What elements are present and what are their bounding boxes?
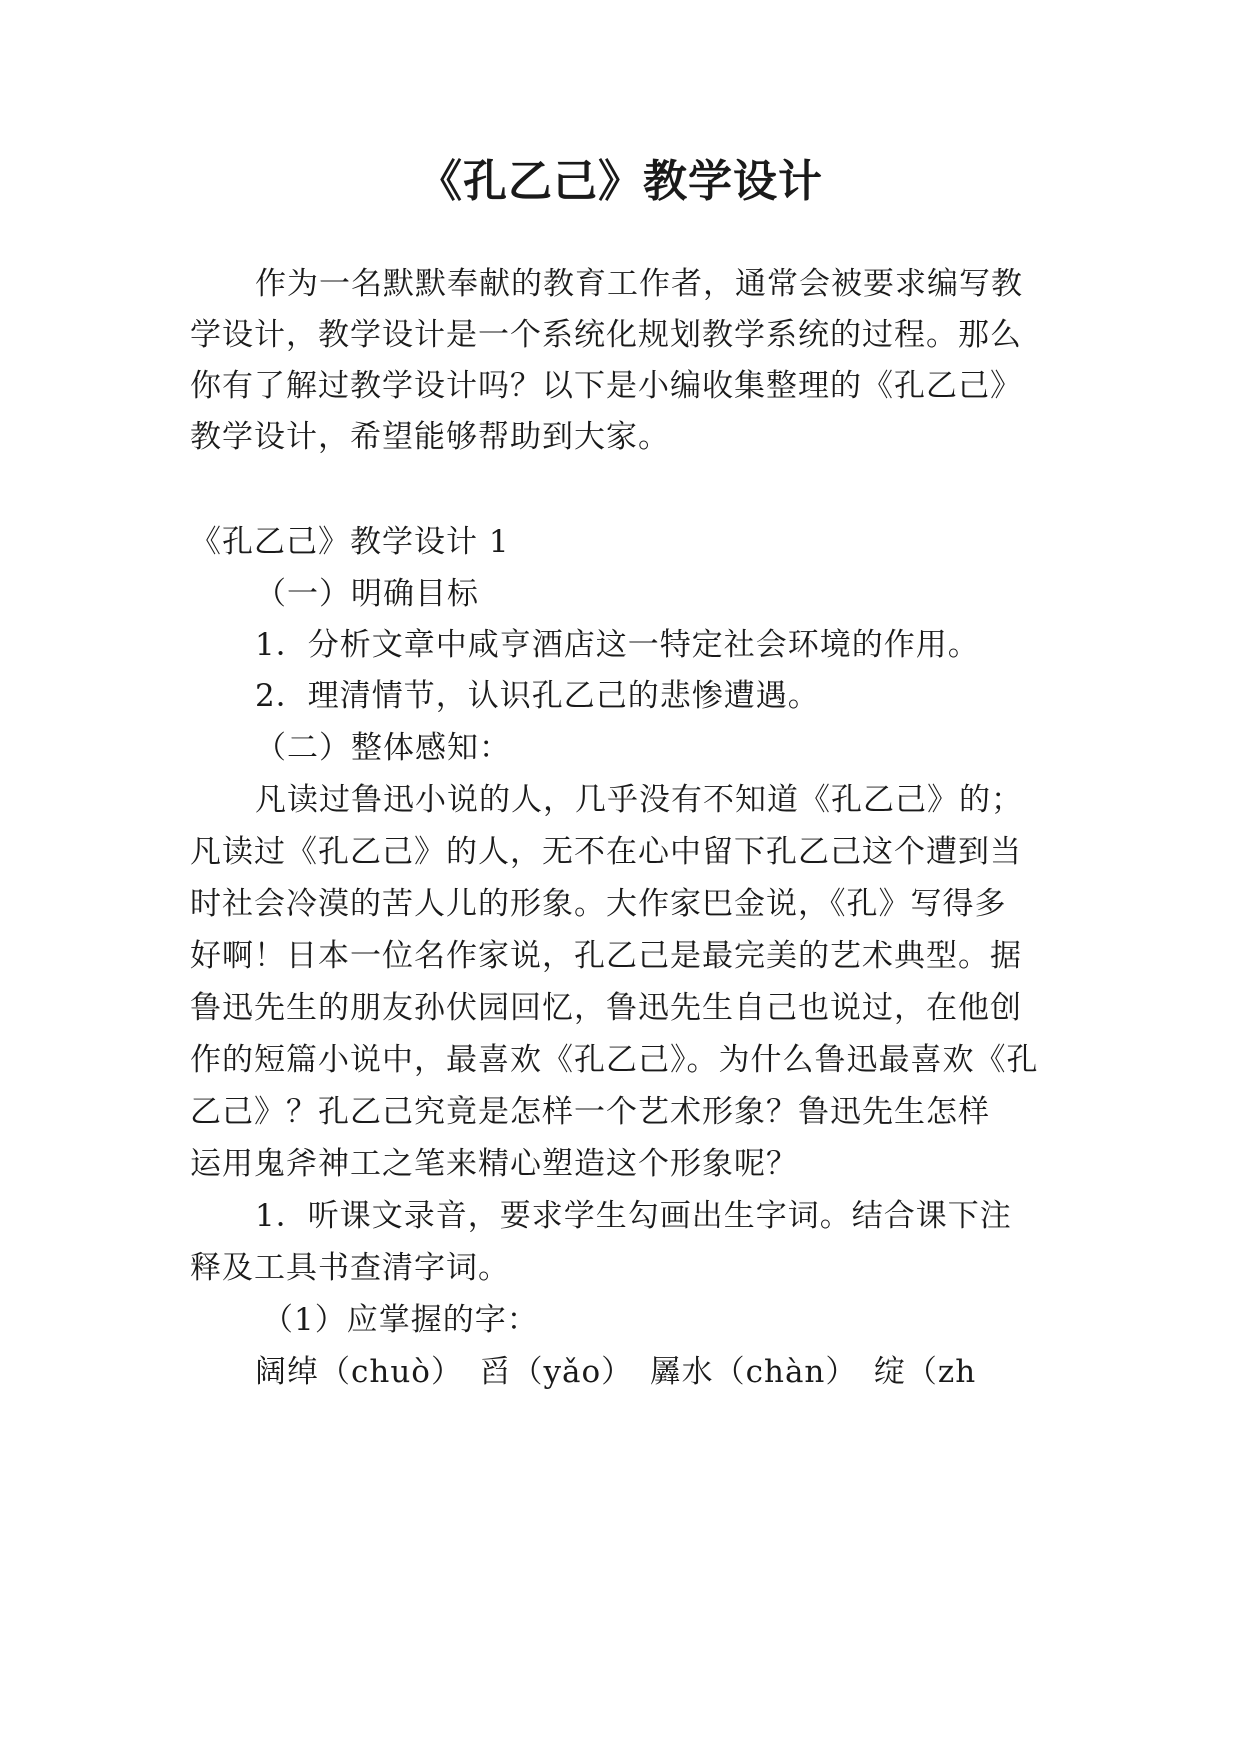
perception-line-2: 凡读过《孔乙己》的人，无不在心中留下孔乙己这个遭到当	[190, 834, 1022, 870]
intro-line-2: 学设计，教学设计是一个系统化规划教学系统的过程。那么	[190, 317, 1022, 353]
goal-item-2: 2．理清情节，认识孔乙己的悲惨遭遇。	[255, 678, 820, 714]
part2-heading: （二）整体感知：	[255, 730, 511, 766]
task-line-2: 释及工具书查清字词。	[190, 1250, 510, 1286]
perception-line-8: 运用鬼斧神工之笔来精心塑造这个形象呢？	[190, 1146, 798, 1182]
perception-line-5: 鲁迅先生的朋友孙伏园回忆，鲁迅先生自己也说过，在他创	[190, 990, 1022, 1026]
intro-line-4: 教学设计，希望能够帮助到大家。	[190, 419, 670, 455]
part1-heading: （一）明确目标	[255, 576, 479, 612]
perception-line-1: 凡读过鲁迅小说的人，几乎没有不知道《孔乙己》的；	[255, 782, 1023, 818]
vocab-line: 阔绰（chuò） 舀（yǎo） 羼水（chàn） 绽（zh	[255, 1354, 977, 1390]
perception-line-6: 作的短篇小说中，最喜欢《孔乙己》。为什么鲁迅最喜欢《孔	[190, 1042, 1039, 1078]
perception-line-4: 好啊！日本一位名作家说，孔乙己是最完美的艺术典型。据	[190, 938, 1022, 974]
section-heading: 《孔乙己》教学设计 1	[190, 524, 510, 560]
sub-heading: （1）应掌握的字：	[262, 1302, 539, 1338]
task-line-1: 1．听课文录音，要求学生勾画出生字词。结合课下注	[255, 1198, 1012, 1234]
perception-line-3: 时社会冷漠的苦人儿的形象。大作家巴金说，《孔》写得多	[190, 886, 1007, 922]
intro-line-1: 作为一名默默奉献的教育工作者，通常会被要求编写教	[255, 266, 1023, 302]
perception-line-7: 乙己》？孔乙己究竟是怎样一个艺术形象？鲁迅先生怎样	[190, 1094, 990, 1130]
intro-line-3: 你有了解过教学设计吗？以下是小编收集整理的《孔乙己》	[190, 368, 1022, 404]
document-title: 《孔乙己》教学设计	[418, 156, 823, 207]
goal-item-1: 1．分析文章中咸亨酒店这一特定社会环境的作用。	[255, 627, 980, 663]
